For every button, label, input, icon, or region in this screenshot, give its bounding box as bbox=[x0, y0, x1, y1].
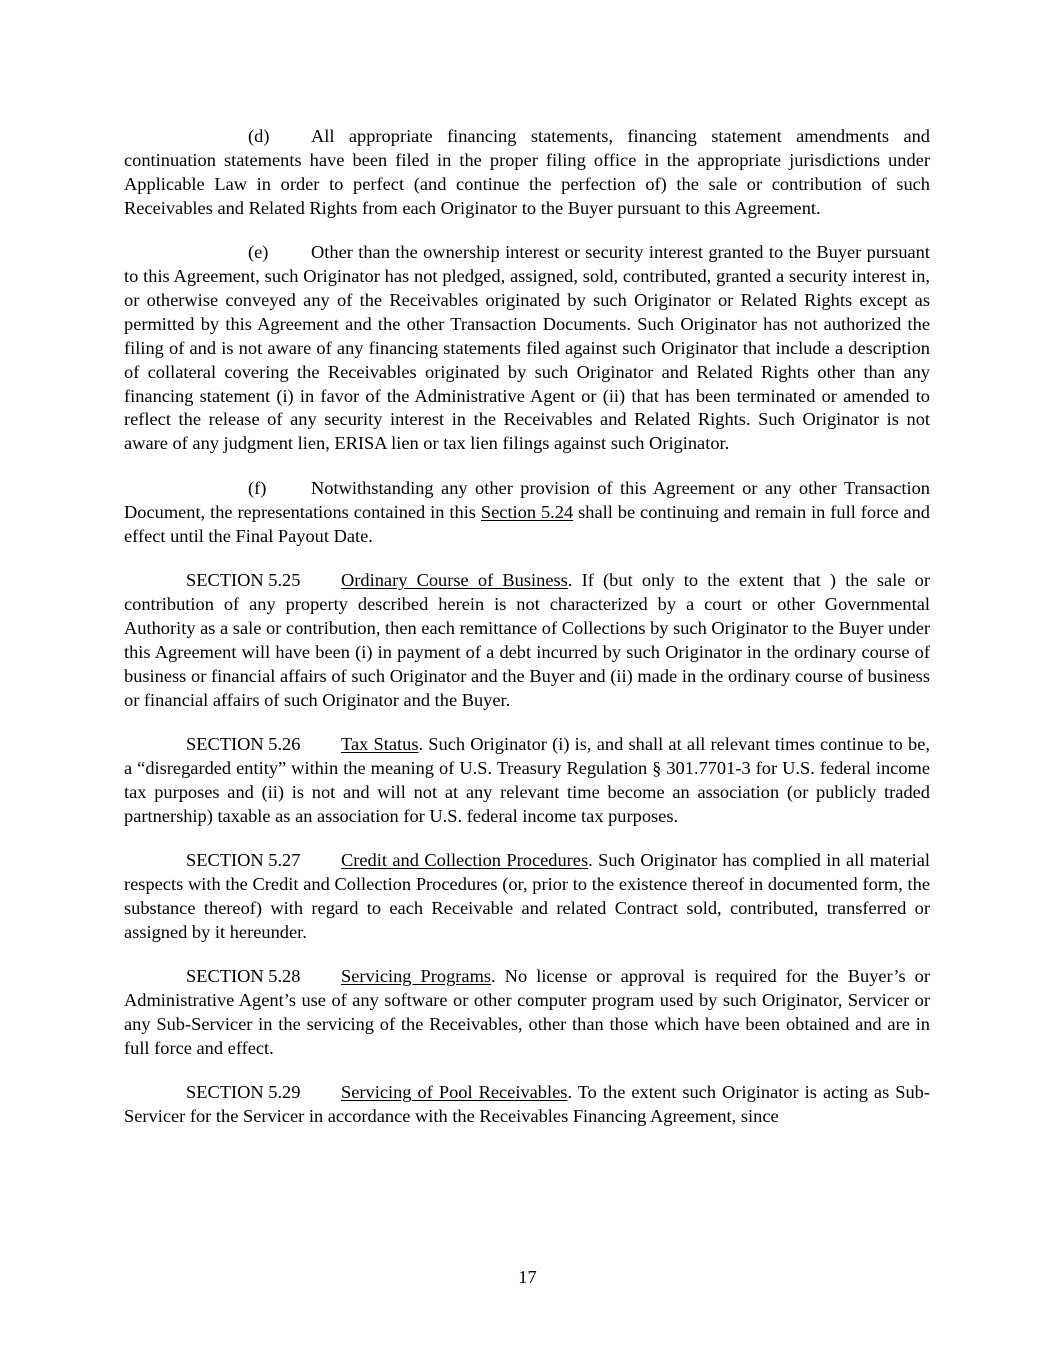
section-heading: Servicing Programs bbox=[341, 966, 492, 987]
section-heading: Servicing of Pool Receivables bbox=[341, 1082, 568, 1103]
section-text: . Such Originator has complied in all material respects with the Credit and Collection Procedures (or, prior to the existence thereof in documented form, the substance thereof) with regard to each Receivable and related Contract sold, contributed, transferred or assigned by it hereunder. bbox=[124, 850, 930, 942]
section-number: SECTION 5.29 bbox=[186, 1082, 301, 1103]
section-5-27 bbox=[124, 849, 930, 945]
section-number: SECTION 5.27 bbox=[186, 850, 301, 871]
paragraph-text: All appropriate financing statements, financing statement amendments and continuation statements have been filed in the proper filing office in the appropriate jurisdictions under Applicable Law in order to perfect (and continue the perfection of) the sale or contribution of such Receivables and Related Rights from each Originator to the Buyer pursuant to this Agreement. bbox=[124, 126, 930, 218]
section-5-28 bbox=[124, 965, 930, 1061]
paragraph-d bbox=[124, 125, 930, 221]
section-heading: Credit and Collection Procedures bbox=[341, 850, 589, 871]
section-5-26 bbox=[124, 733, 930, 829]
paragraph-label: (f) bbox=[248, 477, 267, 498]
section-heading: Tax Status bbox=[341, 733, 419, 754]
document-body bbox=[124, 125, 930, 1150]
section-number: SECTION 5.25 bbox=[186, 570, 301, 590]
paragraph-f bbox=[124, 477, 930, 549]
section-text: . If (but only to the extent that ) the sale or contribution of any property described herein is not characterized by a court or other Governmental Authority as a sale or contribution, then each remittance of Collections by such Originator to the Buyer under this Agreement will have been (i) in payment of a debt incurred by such Originator in the ordinary course of business or financial affairs of such Originator and the Buyer and (ii) made in the ordinary course of business or financial affairs of such Originator and the Buyer. bbox=[124, 570, 930, 710]
page-number: 17 bbox=[518, 1267, 537, 1287]
paragraph-e bbox=[124, 241, 930, 456]
section-number: SECTION 5.28 bbox=[186, 966, 301, 987]
section-reference: Section 5.24 bbox=[480, 501, 574, 522]
section-heading: Ordinary Course of Business bbox=[341, 570, 568, 590]
section-text: . Such Originator (i) is, and shall at all relevant times continue to be, a “disregarded entity” within the meaning of U.S. Treasury Regulation § 301.7701-3 for U.S. federal income tax purposes and (ii) is not and will not at any relevant time become an association (or publicly traded partnership) taxable as an association for U.S. federal income tax purposes. bbox=[124, 733, 930, 826]
section-5-29 bbox=[124, 1081, 930, 1129]
paragraph-label: (d) bbox=[248, 126, 270, 146]
paragraph-text: Notwithstanding any other provision of this Agreement or any other Transaction Document, the representations contained in this bbox=[124, 477, 930, 522]
paragraph-text: Other than the ownership interest or security interest granted to the Buyer pursuant to this Agreement, such Originator has not pledged, assigned, sold, contributed, granted a security interest in, or otherwise conveyed any of the Receivables originated by such Originator or Related Rights except as permitted by this Agreement and the other Transaction Documents. Such Originator has not authorized the filing of and is not aware of any financing statements filed against such Originator that include a description of collateral covering the Receivables originated by such Originator and Related Rights other than any financing statement (i) in favor of the Administrative Agent or (ii) that has been terminated or amended to reflect the release of any security interest in the Receivables and Related Rights. Such Originator is not aware of any judgment lien, ERISA lien or tax lien filings against such Originator. bbox=[124, 242, 930, 454]
paragraph-label: (e) bbox=[248, 242, 269, 263]
section-text: . No license or approval is required for the Buyer’s or Administrative Agent’s use of any software or other computer program used by such Originator, Servicer or any Sub-Servicer in the servicing of the Receivables, other than those which have been obtained and are in full force and effect. bbox=[124, 966, 930, 1058]
section-text: . To the extent such Originator is acting as Sub-Servicer for the Servicer in accordance with the Receivables Financing Agreement, since bbox=[124, 1082, 930, 1127]
section-5-25 bbox=[124, 569, 930, 712]
section-number: SECTION 5.26 bbox=[186, 733, 301, 754]
paragraph-text: shall be continuing and remain in full force and effect until the Final Payout Date. bbox=[124, 501, 930, 546]
